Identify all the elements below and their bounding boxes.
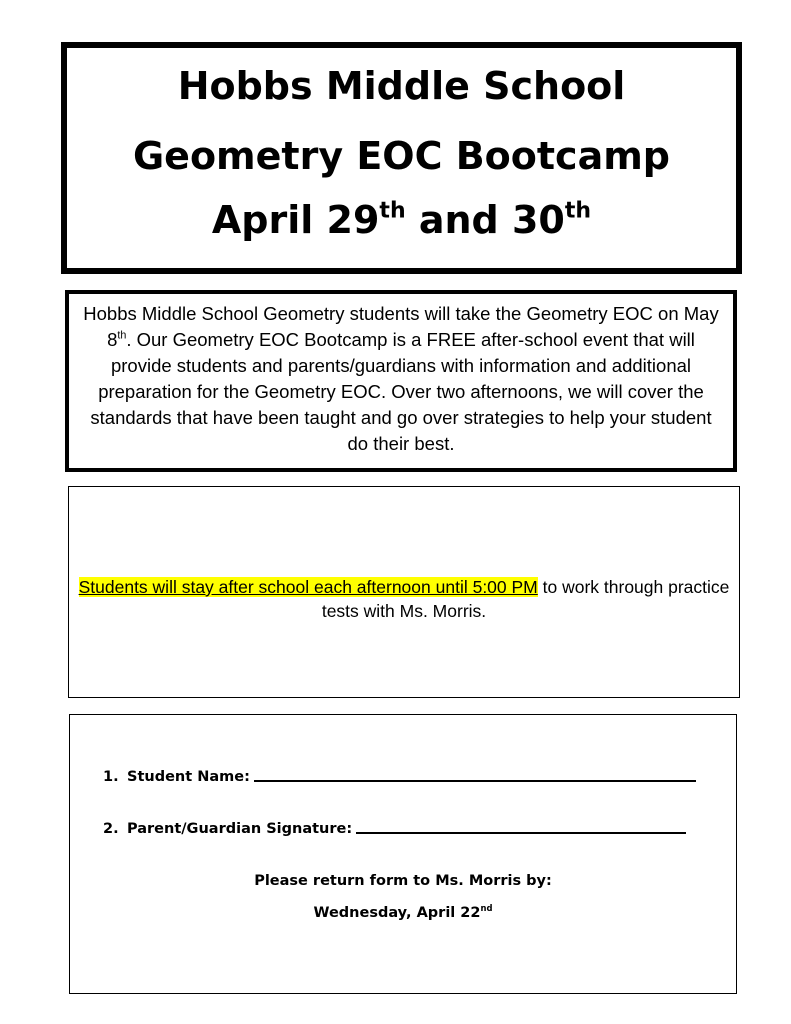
note-box <box>68 486 740 698</box>
form-box <box>69 714 737 994</box>
ordinal-suffix: nd <box>480 903 493 914</box>
signature-line[interactable] <box>356 831 686 834</box>
item-number: 1. <box>103 769 119 785</box>
highlighted-note: Students will stay after school each afternoon until 5:00 PM <box>78 577 538 597</box>
date-and-30: and 30 <box>405 198 565 242</box>
note-rest: to work through practice tests with Ms. Morris. <box>321 577 730 621</box>
student-name-line[interactable] <box>254 779 696 782</box>
title-box <box>61 42 742 274</box>
title-school-name: Hobbs Middle School <box>177 64 626 108</box>
ordinal-suffix: th <box>379 198 406 224</box>
due-date-text: Wednesday, April 22 <box>313 905 481 921</box>
due-date <box>70 905 736 921</box>
form-row-student-name <box>103 769 696 785</box>
title-event-name: Geometry EOC Bootcamp <box>132 134 671 178</box>
date-april-29: April 29 <box>211 198 380 242</box>
ordinal-suffix: th <box>117 329 127 342</box>
description-text-part1: Hobbs Middle School Geometry students will take the Geometry EOC on May 8 <box>83 303 719 350</box>
signature-label: Parent/Guardian Signature: <box>127 821 353 837</box>
form-row-signature <box>103 821 686 837</box>
description-text-part2: . Our Geometry EOC Bootcamp is a FREE after-school event that will provide students and parents/guardians with information and additional preparation for the Geometry EOC. Over two afternoons, we will cover the standards that have been taught and go over strategies to help your student do their best. <box>90 329 712 454</box>
title-dates <box>67 198 736 242</box>
student-name-label: Student Name: <box>127 769 250 785</box>
ordinal-suffix: th <box>564 198 592 224</box>
return-instruction: Please return form to Ms. Morris by: <box>254 873 552 889</box>
item-number: 2. <box>103 821 119 837</box>
description-box <box>65 290 737 472</box>
